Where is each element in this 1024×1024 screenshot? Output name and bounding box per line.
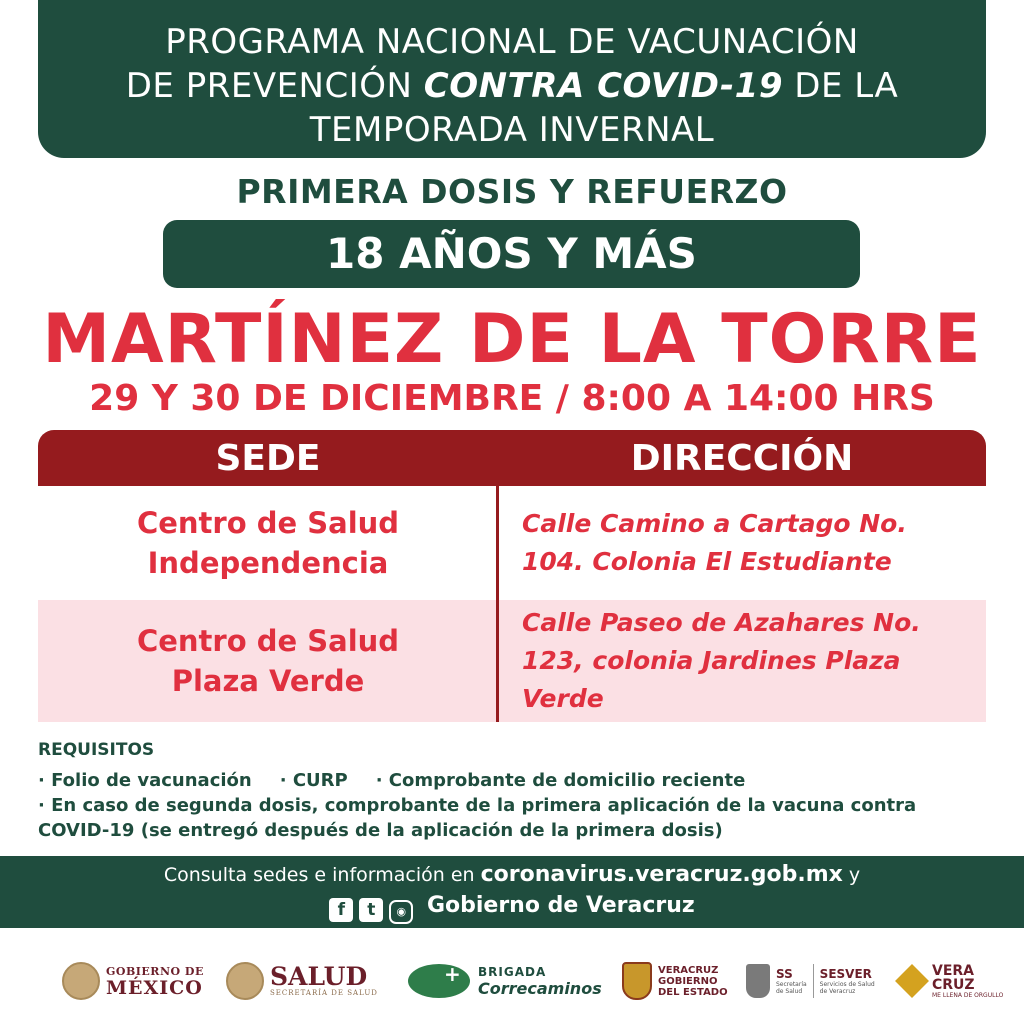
covid-emphasis: CONTRA COVID-19 xyxy=(423,66,783,106)
sede-cell: Centro de Salud Independencia xyxy=(136,506,400,580)
salud-seal-icon xyxy=(226,962,264,1000)
city-title: MARTÍNEZ DE LA TORRE xyxy=(42,300,982,379)
header-line-1: PROGRAMA NACIONAL DE VACUNACIÓN xyxy=(165,22,859,62)
dose-subtitle: PRIMERA DOSIS Y REFUERZO xyxy=(236,172,788,211)
dates-schedule: 29 Y 30 DE DICIEMBRE / 8:00 A 14:00 HRS xyxy=(89,378,935,419)
footer-social xyxy=(0,893,1024,924)
social-handle: Gobierno de Veracruz xyxy=(426,893,695,918)
header-line-3: TEMPORADA INVERNAL xyxy=(309,110,715,150)
instagram-icon[interactable]: ◉ xyxy=(389,900,413,924)
flower-icon xyxy=(895,964,929,998)
roadrunner-icon xyxy=(408,964,470,998)
table-header xyxy=(38,430,986,486)
veracruz-gobierno-logo: VERACRUZ GOBIERNO DEL ESTADO xyxy=(622,956,728,1006)
facebook-icon[interactable]: f xyxy=(329,898,353,922)
sede-cell: Centro de Salud Plaza Verde xyxy=(136,624,400,698)
veracruz-shield-icon xyxy=(622,962,652,1000)
header-banner xyxy=(38,0,986,158)
ss-sesver-logo: SS Secretaría de Salud SESVER Servicios de Salud de Veracruz xyxy=(746,956,875,1006)
age-badge: 18 AÑOS Y MÁS xyxy=(163,220,860,288)
twitter-icon[interactable]: t xyxy=(359,898,383,922)
column-header-sede: SEDE xyxy=(215,438,321,479)
logos-strip xyxy=(0,940,1024,1024)
table-row xyxy=(38,600,986,722)
website-link[interactable]: coronavirus.veracruz.gob.mx xyxy=(480,862,843,887)
footer-info: Consulta sedes e información en coronavirus.veracruz.gob.mx y xyxy=(163,862,861,887)
direccion-cell: Calle Paseo de Azahares No. 123, colonia Jardines Plaza Verde xyxy=(522,608,921,713)
veracruz-orgullo-logo: VERA CRUZ ME LLENA DE ORGULLO xyxy=(900,956,1003,1006)
gobierno-mexico-logo: GOBIERNO DE MÉXICO xyxy=(62,956,204,1006)
requirements-section xyxy=(38,740,986,843)
footer-banner xyxy=(0,856,1024,928)
table-divider xyxy=(496,486,499,722)
salud-logo: SALUD SECRETARÍA DE SALUD xyxy=(226,956,378,1006)
ss-shield-icon xyxy=(746,964,770,998)
direccion-cell: Calle Camino a Cartago No. 104. Colonia El Estudiante xyxy=(522,509,907,576)
requirements-line-2: · En caso de segunda dosis, comprobante de la primera aplicación de la vacuna contra xyxy=(38,795,917,816)
requirements-line-1: · Folio de vacunación · CURP · Comprobante de domicilio reciente xyxy=(38,770,746,791)
requirements-line-3: COVID-19 (se entregó después de la aplicación de la primera dosis) xyxy=(38,820,723,841)
requirements-title: REQUISITOS xyxy=(38,740,155,760)
brigada-correcaminos-logo: + BRIGADA Correcaminos xyxy=(408,956,602,1006)
column-header-direccion: DIRECCIÓN xyxy=(630,438,854,479)
mexico-seal-icon xyxy=(62,962,100,1000)
table-row xyxy=(38,486,986,600)
header-line-2: DE PREVENCIÓN CONTRA COVID-19 DE LA xyxy=(125,66,899,106)
